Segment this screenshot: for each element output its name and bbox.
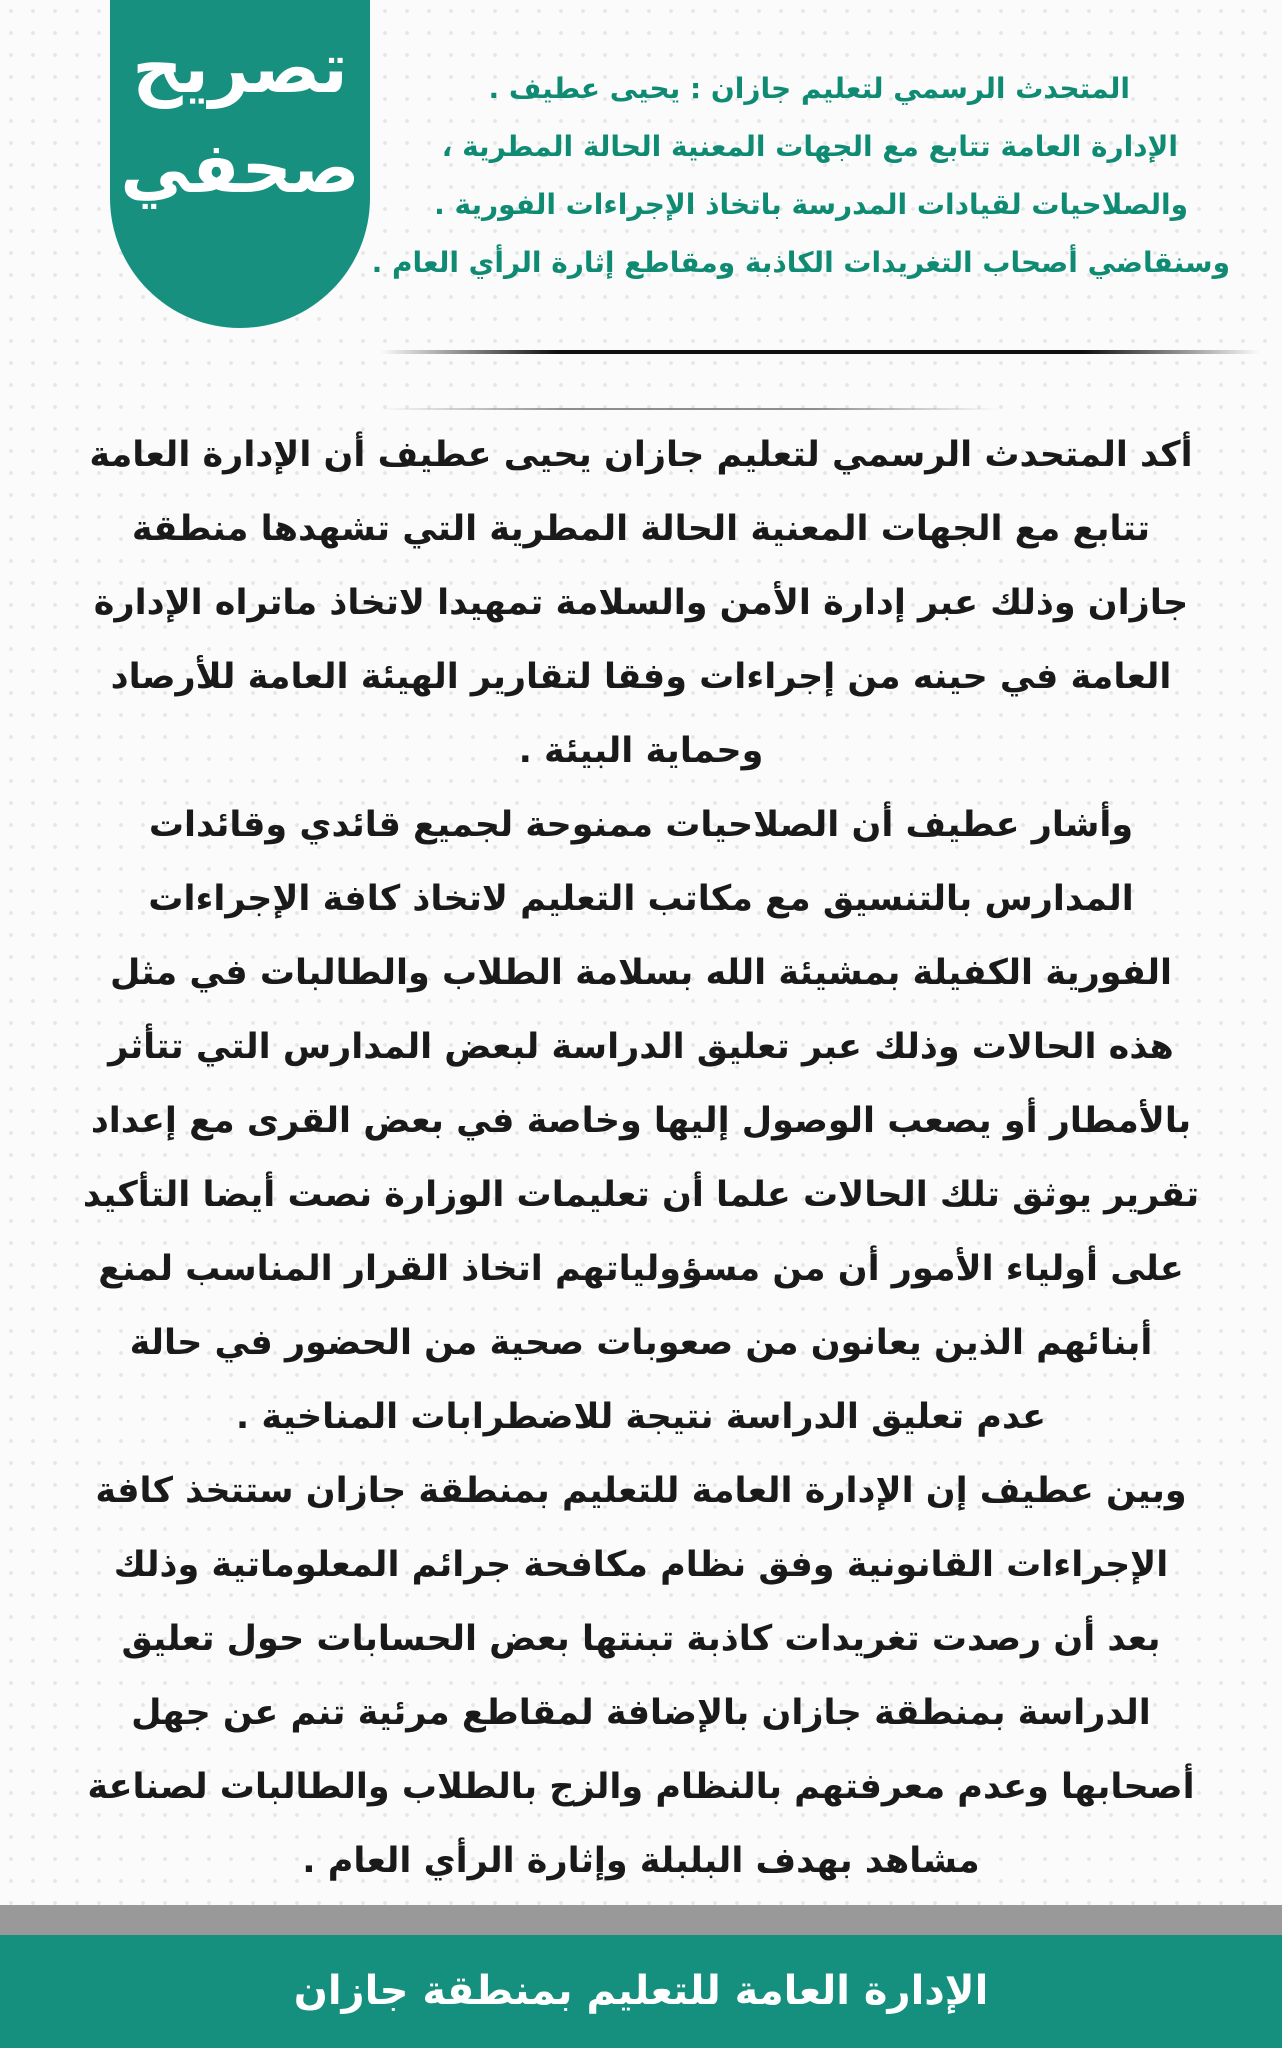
body-line: هذه الحالات وذلك عبر تعليق الدراسة لبعض المدارس التي تتأثر	[108, 1027, 1174, 1067]
body-line: جازان وذلك عبر إدارة الأمن والسلامة تمهيدا لاتخاذ ماتراه الإدارة	[93, 583, 1189, 623]
press-statement-badge	[110, 0, 370, 328]
body-line: بالأمطار أو يصعب الوصول إليها وخاصة في بعض القرى مع إعداد	[90, 1101, 1192, 1141]
body-line: تقرير يوثق تلك الحالات علما أن تعليمات الوزارة نصت أيضا التأكيد	[82, 1175, 1200, 1215]
body-line: على أولياء الأمور أن من مسؤولياتهم اتخاذ القرار المناسب لمنع	[98, 1249, 1184, 1289]
body-line: وبين عطيف إن الإدارة العامة للتعليم بمنطقة جازان ستتخذ كافة	[95, 1471, 1187, 1511]
badge-line-2: صحفي	[120, 127, 360, 209]
headline-item: المتحدث الرسمي لتعليم جازان : يحيى عطيف .	[488, 72, 1130, 105]
body-line: وأشار عطيف أن الصلاحيات ممنوحة لجميع قائدي وقائدات	[148, 805, 1134, 845]
body-line: أصحابها وعدم معرفتهم بالنظام والزج بالطلاب والطالبات لصناعة	[87, 1767, 1195, 1807]
body-line: تتابع مع الجهات المعنية الحالة المطرية التي تشهدها منطقة	[131, 509, 1151, 549]
body-line: أكد المتحدث الرسمي لتعليم جازان يحيى عطيف أن الإدارة العامة	[89, 435, 1193, 475]
statement-body	[32, 418, 1250, 1898]
body-line: الإجراءات القانونية وفق نظام مكافحة جرائم المعلوماتية وذلك	[113, 1545, 1169, 1585]
footer-banner	[0, 1935, 1282, 2048]
body-line: عدم تعليق الدراسة نتيجة للاضطرابات المناخية .	[235, 1397, 1047, 1437]
headline-item: وسنقاضي أصحاب التغريدات الكاذبة ومقاطع إثارة الرأي العام .	[371, 246, 1230, 279]
headline-item: والصلاحيات لقيادات المدرسة باتخاذ الإجراءات الفورية .	[434, 188, 1188, 221]
footer-title: الإدارة العامة للتعليم بمنطقة جازان	[293, 1968, 989, 2014]
body-line: الفورية الكفيلة بمشيئة الله بسلامة الطلاب والطالبات في مثل	[109, 953, 1173, 993]
body-line: مشاهد بهدف البلبلة وإثارة الرأي العام .	[302, 1841, 980, 1881]
body-line: بعد أن رصدت تغريدات كاذبة تبنتها بعض الحسابات حول تعليق	[121, 1619, 1161, 1659]
body-divider	[380, 408, 1000, 410]
badge-line-1: تصريح	[132, 27, 348, 109]
footer-gray-band	[0, 1905, 1282, 1935]
body-line: المدارس بالتنسيق مع مكاتب التعليم لاتخاذ كافة الإجراءات	[148, 879, 1134, 919]
headline-list	[360, 60, 1240, 292]
body-line: الدراسة بمنطقة جازان بالإضافة لمقاطع مرئية تنم عن جهل	[131, 1693, 1151, 1733]
body-line: وحماية البيئة .	[518, 731, 764, 771]
header-divider	[380, 350, 1260, 354]
body-line: أبنائهم الذين يعانون من صعوبات صحية من الحضور في حالة	[129, 1323, 1153, 1363]
headline-item: الإدارة العامة تتابع مع الجهات المعنية الحالة المطرية ،	[441, 130, 1178, 163]
body-line: العامة في حينه من إجراءات وفقا لتقارير الهيئة العامة للأرصاد	[110, 657, 1172, 697]
